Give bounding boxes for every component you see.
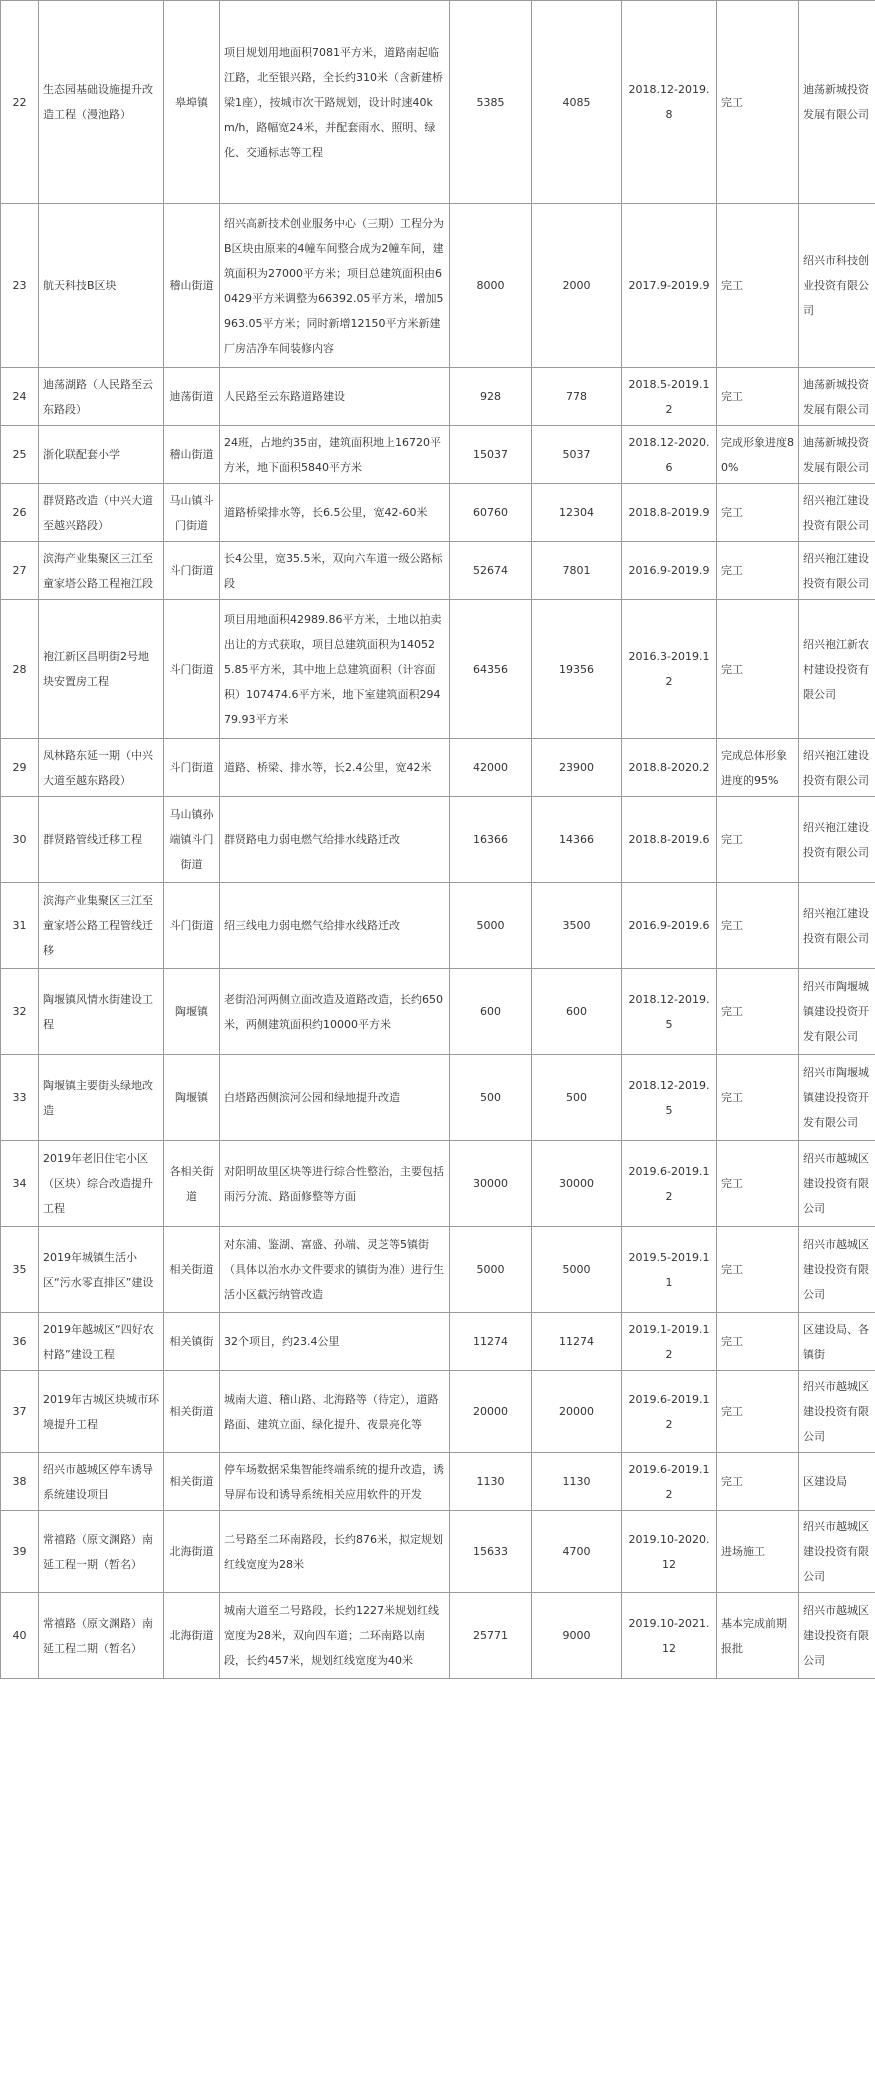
responsible-unit: 绍兴市越城区建设投资有限公司: [799, 1371, 875, 1453]
total-investment: 15037: [450, 426, 532, 484]
progress-status: 完工: [717, 542, 799, 600]
progress-status: 完成总体形象进度的95%: [717, 739, 799, 797]
project-name: 航天科技B区块: [39, 204, 164, 368]
project-location: 马山镇孙端镇斗门街道: [164, 797, 220, 883]
responsible-unit: 区建设局: [799, 1453, 875, 1511]
total-investment: 52674: [450, 542, 532, 600]
table-row: [1, 1313, 875, 1371]
project-content: 项目用地面积42989.86平方米，土地以拍卖出让的方式获取，项目总建筑面积为140525.85平方米，其中地上总建筑面积（计容面积）107474.6平方米，地下室建筑面积29479.93平方米: [220, 600, 450, 739]
row-number: 36: [1, 1313, 39, 1371]
row-number: 34: [1, 1141, 39, 1227]
project-name: 滨海产业集聚区三江至童家塔公路工程袍江段: [39, 542, 164, 600]
project-content: 绍兴高新技术创业服务中心（三期）工程分为B区块由原来的4幢车间整合成为2幢车间，建筑面积为27000平方米；项目总建筑面积由60429平方米调整为66392.05平方米，增加5963.05平方米；同时新增12150平方米新建厂房洁净车间装修内容: [220, 204, 450, 368]
project-name: 陶堰镇风情水街建设工程: [39, 969, 164, 1055]
table-body: [1, 1, 875, 1679]
project-location: 陶堰镇: [164, 969, 220, 1055]
project-name: 常禧路（原文渊路）南延工程二期（暂名）: [39, 1593, 164, 1679]
responsible-unit: 绍兴袍江建设投资有限公司: [799, 542, 875, 600]
table-row: [1, 1371, 875, 1453]
row-number: 38: [1, 1453, 39, 1511]
responsible-unit: 绍兴市越城区建设投资有限公司: [799, 1593, 875, 1679]
row-number: 32: [1, 969, 39, 1055]
responsible-unit: 绍兴袍江建设投资有限公司: [799, 883, 875, 969]
project-location: 相关街道: [164, 1453, 220, 1511]
construction-period: 2019.6-2019.12: [622, 1453, 717, 1511]
table-row: [1, 1141, 875, 1227]
project-location: 北海街道: [164, 1593, 220, 1679]
planned-investment: 500: [532, 1055, 622, 1141]
row-number: 33: [1, 1055, 39, 1141]
project-location: 皋埠镇: [164, 1, 220, 204]
project-location: 斗门街道: [164, 542, 220, 600]
project-name: 陶堰镇主要街头绿地改造: [39, 1055, 164, 1141]
planned-investment: 4085: [532, 1, 622, 204]
progress-status: 完工: [717, 1453, 799, 1511]
project-name: 绍兴市越城区停车诱导系统建设项目: [39, 1453, 164, 1511]
row-number: 40: [1, 1593, 39, 1679]
planned-investment: 4700: [532, 1511, 622, 1593]
responsible-unit: 绍兴市陶堰城镇建设投资开发有限公司: [799, 1055, 875, 1141]
project-content: 长4公里，宽35.5米，双向六车道一级公路标段: [220, 542, 450, 600]
progress-status: 完工: [717, 969, 799, 1055]
project-name: 2019年古城区块城市环境提升工程: [39, 1371, 164, 1453]
responsible-unit: 绍兴市陶堰城镇建设投资开发有限公司: [799, 969, 875, 1055]
total-investment: 5000: [450, 883, 532, 969]
row-number: 27: [1, 542, 39, 600]
row-number: 28: [1, 600, 39, 739]
project-content: 城南大道、稽山路、北海路等（待定），道路路面、建筑立面、绿化提升、夜景亮化等: [220, 1371, 450, 1453]
construction-period: 2016.9-2019.9: [622, 542, 717, 600]
planned-investment: 12304: [532, 484, 622, 542]
row-number: 31: [1, 883, 39, 969]
responsible-unit: 迪荡新城投资发展有限公司: [799, 426, 875, 484]
construction-period: 2019.6-2019.12: [622, 1371, 717, 1453]
table-row: [1, 739, 875, 797]
progress-status: 进场施工: [717, 1511, 799, 1593]
total-investment: 20000: [450, 1371, 532, 1453]
total-investment: 16366: [450, 797, 532, 883]
planned-investment: 1130: [532, 1453, 622, 1511]
project-name: 常禧路（原文渊路）南延工程一期（暂名）: [39, 1511, 164, 1593]
table-row: [1, 969, 875, 1055]
total-investment: 11274: [450, 1313, 532, 1371]
row-number: 24: [1, 368, 39, 426]
project-content: 群贤路电力弱电燃气给排水线路迁改: [220, 797, 450, 883]
project-name: 群贤路管线迁移工程: [39, 797, 164, 883]
row-number: 39: [1, 1511, 39, 1593]
responsible-unit: 绍兴袍江建设投资有限公司: [799, 739, 875, 797]
table-row: [1, 484, 875, 542]
project-content: 道路桥梁排水等，长6.5公里，宽42-60米: [220, 484, 450, 542]
construction-period: 2016.9-2019.6: [622, 883, 717, 969]
table-row: [1, 1511, 875, 1593]
total-investment: 5385: [450, 1, 532, 204]
project-content: 32个项目，约23.4公里: [220, 1313, 450, 1371]
responsible-unit: 绍兴市科技创业投资有限公司: [799, 204, 875, 368]
progress-status: 完工: [717, 1313, 799, 1371]
planned-investment: 778: [532, 368, 622, 426]
table-row: [1, 1055, 875, 1141]
row-number: 29: [1, 739, 39, 797]
responsible-unit: 绍兴市越城区建设投资有限公司: [799, 1227, 875, 1313]
row-number: 37: [1, 1371, 39, 1453]
total-investment: 64356: [450, 600, 532, 739]
project-location: 相关街道: [164, 1371, 220, 1453]
project-name: 滨海产业集聚区三江至童家塔公路工程管线迁移: [39, 883, 164, 969]
project-name: 群贤路改造（中兴大道至越兴路段）: [39, 484, 164, 542]
construction-period: 2019.5-2019.11: [622, 1227, 717, 1313]
total-investment: 5000: [450, 1227, 532, 1313]
project-content: 绍三线电力弱电燃气给排水线路迁改: [220, 883, 450, 969]
construction-period: 2017.9-2019.9: [622, 204, 717, 368]
total-investment: 60760: [450, 484, 532, 542]
total-investment: 30000: [450, 1141, 532, 1227]
project-name: 浙化联配套小学: [39, 426, 164, 484]
progress-status: 完工: [717, 1371, 799, 1453]
total-investment: 42000: [450, 739, 532, 797]
row-number: 30: [1, 797, 39, 883]
project-content: 白塔路西侧滨河公园和绿地提升改造: [220, 1055, 450, 1141]
total-investment: 500: [450, 1055, 532, 1141]
table-row: [1, 883, 875, 969]
planned-investment: 5000: [532, 1227, 622, 1313]
row-number: 23: [1, 204, 39, 368]
responsible-unit: 绍兴袍江建设投资有限公司: [799, 797, 875, 883]
construction-period: 2018.8-2019.9: [622, 484, 717, 542]
planned-investment: 600: [532, 969, 622, 1055]
row-number: 26: [1, 484, 39, 542]
responsible-unit: 绍兴袍江新农村建设投资有限公司: [799, 600, 875, 739]
table-row: [1, 368, 875, 426]
table-row: [1, 1453, 875, 1511]
progress-status: 基本完成前期报批: [717, 1593, 799, 1679]
planned-investment: 9000: [532, 1593, 622, 1679]
construction-period: 2019.10-2021.12: [622, 1593, 717, 1679]
responsible-unit: 绍兴市越城区建设投资有限公司: [799, 1511, 875, 1593]
progress-status: 完工: [717, 1141, 799, 1227]
construction-period: 2018.12-2019.5: [622, 969, 717, 1055]
responsible-unit: 迪荡新城投资发展有限公司: [799, 1, 875, 204]
planned-investment: 30000: [532, 1141, 622, 1227]
responsible-unit: 绍兴市越城区建设投资有限公司: [799, 1141, 875, 1227]
project-name: 迪荡湖路（人民路至云东路段）: [39, 368, 164, 426]
construction-period: 2018.5-2019.12: [622, 368, 717, 426]
project-content: 人民路至云东路道路建设: [220, 368, 450, 426]
progress-status: 完工: [717, 600, 799, 739]
construction-period: 2016.3-2019.12: [622, 600, 717, 739]
project-content: 对阳明故里区块等进行综合性整治，主要包括雨污分流、路面修整等方面: [220, 1141, 450, 1227]
planned-investment: 11274: [532, 1313, 622, 1371]
project-location: 斗门街道: [164, 883, 220, 969]
total-investment: 600: [450, 969, 532, 1055]
construction-period: 2019.1-2019.12: [622, 1313, 717, 1371]
project-content: 道路、桥梁、排水等，长2.4公里，宽42米: [220, 739, 450, 797]
total-investment: 1130: [450, 1453, 532, 1511]
row-number: 22: [1, 1, 39, 204]
project-name: 2019年城镇生活小区“污水零直排区”建设: [39, 1227, 164, 1313]
project-location: 相关镇街: [164, 1313, 220, 1371]
progress-status: 完工: [717, 797, 799, 883]
table-row: [1, 426, 875, 484]
planned-investment: 14366: [532, 797, 622, 883]
row-number: 35: [1, 1227, 39, 1313]
progress-status: 完工: [717, 1227, 799, 1313]
construction-period: 2018.8-2020.2: [622, 739, 717, 797]
progress-status: 完工: [717, 883, 799, 969]
progress-status: 完工: [717, 204, 799, 368]
project-name: 袍江新区昌明街2号地块安置房工程: [39, 600, 164, 739]
total-investment: 25771: [450, 1593, 532, 1679]
table-row: [1, 542, 875, 600]
construction-period: 2018.12-2020.6: [622, 426, 717, 484]
project-name: 2019年老旧住宅小区（区块）综合改造提升工程: [39, 1141, 164, 1227]
progress-status: 完成形象进度80%: [717, 426, 799, 484]
project-content: 停车场数据采集智能终端系统的提升改造，诱导屏布设和诱导系统相关应用软件的开发: [220, 1453, 450, 1511]
construction-period: 2018.8-2019.6: [622, 797, 717, 883]
table-row: [1, 204, 875, 368]
construction-period: 2018.12-2019.8: [622, 1, 717, 204]
project-location: 相关街道: [164, 1227, 220, 1313]
row-number: 25: [1, 426, 39, 484]
project-location: 马山镇斗门街道: [164, 484, 220, 542]
construction-period: 2019.10-2020.12: [622, 1511, 717, 1593]
project-name: 生态园基础设施提升改造工程（漫池路）: [39, 1, 164, 204]
project-content: 老街沿河两侧立面改造及道路改造，长约650米，两侧建筑面积约10000平方米: [220, 969, 450, 1055]
planned-investment: 19356: [532, 600, 622, 739]
table-row: [1, 797, 875, 883]
planned-investment: 7801: [532, 542, 622, 600]
planned-investment: 20000: [532, 1371, 622, 1453]
project-content: 对东浦、鉴湖、富盛、孙端、灵芝等5镇街（具体以治水办文件要求的镇街为准）进行生活小区截污纳管改造: [220, 1227, 450, 1313]
table-row: [1, 600, 875, 739]
project-content: 项目规划用地面积7081平方米，道路南起临江路，北至银兴路，全长约310米（含新建桥梁1座），按城市次干路规划，设计时速40km/h，路幅宽24米，并配套雨水、照明、绿化、交通标志等工程: [220, 1, 450, 204]
progress-status: 完工: [717, 484, 799, 542]
total-investment: 15633: [450, 1511, 532, 1593]
responsible-unit: 迪荡新城投资发展有限公司: [799, 368, 875, 426]
project-content: 24班，占地约35亩，建筑面积地上16720平方米，地下面积5840平方米: [220, 426, 450, 484]
project-content: 二号路至二环南路段，长约876米，拟定规划红线宽度为28米: [220, 1511, 450, 1593]
project-location: 迪荡街道: [164, 368, 220, 426]
planned-investment: 3500: [532, 883, 622, 969]
planned-investment: 2000: [532, 204, 622, 368]
project-location: 陶堰镇: [164, 1055, 220, 1141]
table-row: [1, 1, 875, 204]
responsible-unit: 区建设局、各镇街: [799, 1313, 875, 1371]
table-row: [1, 1593, 875, 1679]
project-location: 稽山街道: [164, 426, 220, 484]
project-location: 斗门街道: [164, 600, 220, 739]
progress-status: 完工: [717, 368, 799, 426]
planned-investment: 23900: [532, 739, 622, 797]
total-investment: 8000: [450, 204, 532, 368]
table-row: [1, 1227, 875, 1313]
project-content: 城南大道至二号路段，长约1227米规划红线宽度为28米，双向四车道；二环南路以南段，长约457米，规划红线宽度为40米: [220, 1593, 450, 1679]
responsible-unit: 绍兴袍江建设投资有限公司: [799, 484, 875, 542]
project-location: 斗门街道: [164, 739, 220, 797]
project-location: 各相关街道: [164, 1141, 220, 1227]
progress-status: 完工: [717, 1055, 799, 1141]
construction-period: 2018.12-2019.5: [622, 1055, 717, 1141]
project-name: 凤林路东延一期（中兴大道至越东路段）: [39, 739, 164, 797]
construction-period: 2019.6-2019.12: [622, 1141, 717, 1227]
project-location: 北海街道: [164, 1511, 220, 1593]
progress-status: 完工: [717, 1, 799, 204]
total-investment: 928: [450, 368, 532, 426]
project-name: 2019年越城区“四好农村路”建设工程: [39, 1313, 164, 1371]
planned-investment: 5037: [532, 426, 622, 484]
project-location: 稽山街道: [164, 204, 220, 368]
